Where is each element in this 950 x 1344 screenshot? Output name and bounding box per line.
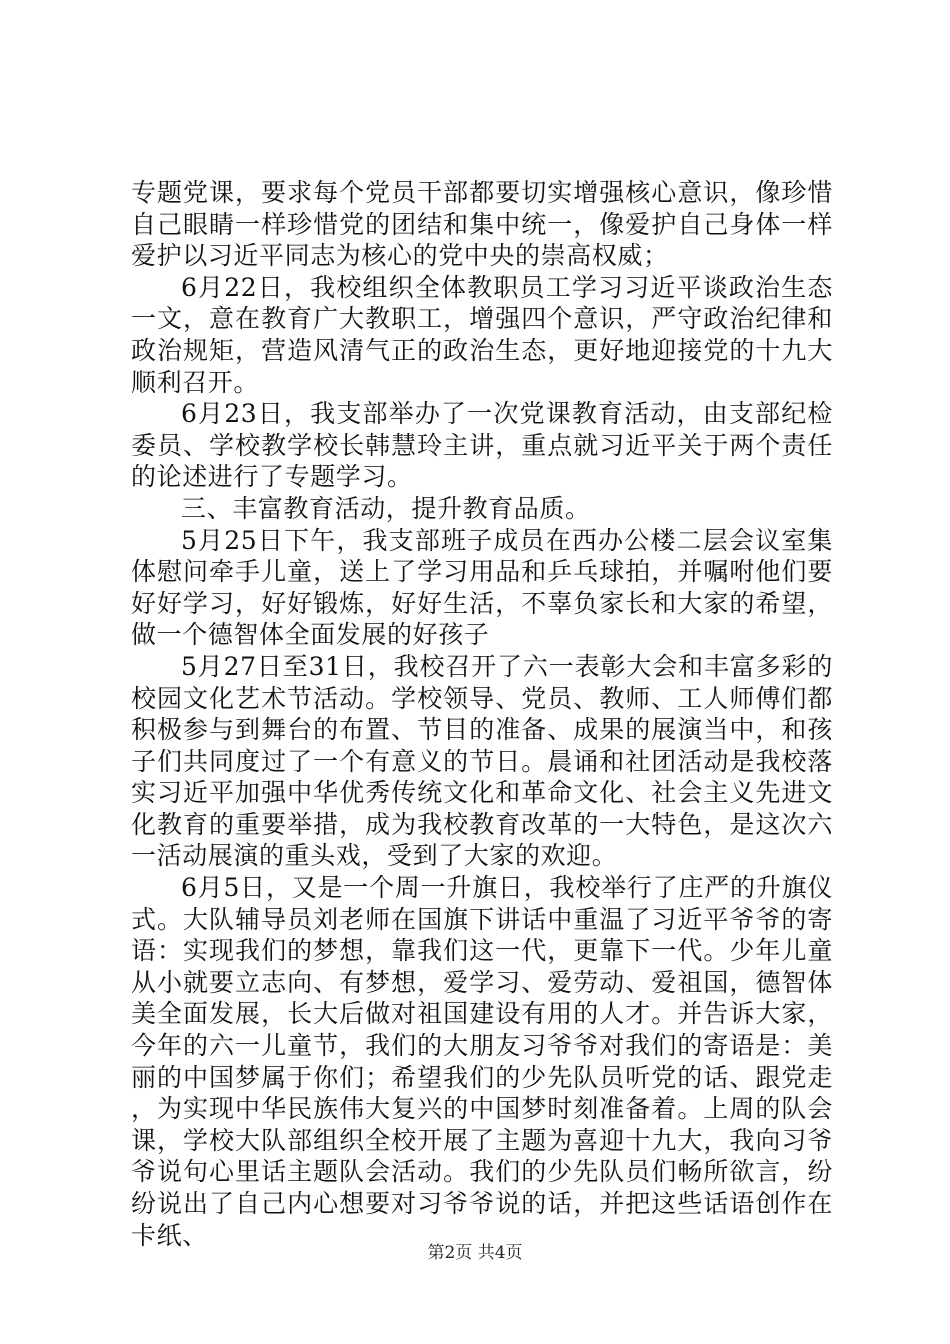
paragraph-5: 5月27日至31日，我校召开了六一表彰大会和丰富多彩的校园文化艺术节活动。学校领导、党员、教师、工人师傅们都积极参与到舞台的布置、节目的准备、成果的展演当中，和孩子们共同度过了一个有意义的节日。晨诵和社团活动是我校落实习近平加强中华优秀传统文化和革命文化、社会主义先进文化教育的重要举措，成为我校教育改革的一大特色，是这次六一活动展演的重头戏，受到了大家的欢迎。 (131, 651, 833, 871)
paragraph-2: 6月22日，我校组织全体教职员工学习习近平谈政治生态一文，意在教育广大教职工，增强四个意识，严守政治纪律和政治规矩，营造风清气正的政治生态，更好地迎接党的十九大顺利召开。 (131, 272, 833, 397)
paragraph-3: 6月23日，我支部举办了一次党课教育活动，由支部纪检委员、学校教学校长韩慧玲主讲，重点就习近平关于两个责任的论述进行了专题学习。 (131, 399, 833, 492)
document-body (131, 177, 833, 1251)
page-number-label: 第2页 共4页 (427, 1243, 523, 1263)
paragraph-4: 5月25日下午，我支部班子成员在西办公楼二层会议室集体慰问牵手儿童，送上了学习用品和乒乓球拍，并嘱咐他们要好好学习，好好锻炼，好好生活，不辜负家长和大家的希望，做一个德智体全面发展的好孩子 (131, 525, 833, 650)
section-heading: 三、丰富教育活动，提升教育品质。 (181, 493, 591, 523)
paragraph-1: 专题党课，要求每个党员干部都要切实增强核心意识，像珍惜自己眼睛一样珍惜党的团结和集中统一，像爱护自己身体一样爱护以习近平同志为核心的党中央的崇高权威； (131, 178, 833, 271)
paragraph-6: 6月5日，又是一个周一升旗日，我校举行了庄严的升旗仪式。大队辅导员刘老师在国旗下讲话中重温了习近平爷爷的寄语：实现我们的梦想，靠我们这一代，更靠下一代。少年儿童从小就要立志向、有梦想，爱学习、爱劳动、爱祖国，德智体美全面发展，长大后做对祖国建设有用的人才。并告诉大家，今年的六一儿童节，我们的大朋友习爷爷对我们的寄语是：美丽的中国梦属于你们；希望我们的少先队员听党的话、跟党走，为实现中华民族伟大复兴的中国梦时刻准备着。上周的队会课，学校大队部组织全校开展了主题为喜迎十九大，我向习爷爷说句心里话主题队会活动。我们的少先队员们畅所欲言，纷纷说出了自己内心想要对习爷爷说的话，并把这些话语创作在卡纸、 (131, 873, 833, 1250)
page-footer (0, 1243, 950, 1263)
